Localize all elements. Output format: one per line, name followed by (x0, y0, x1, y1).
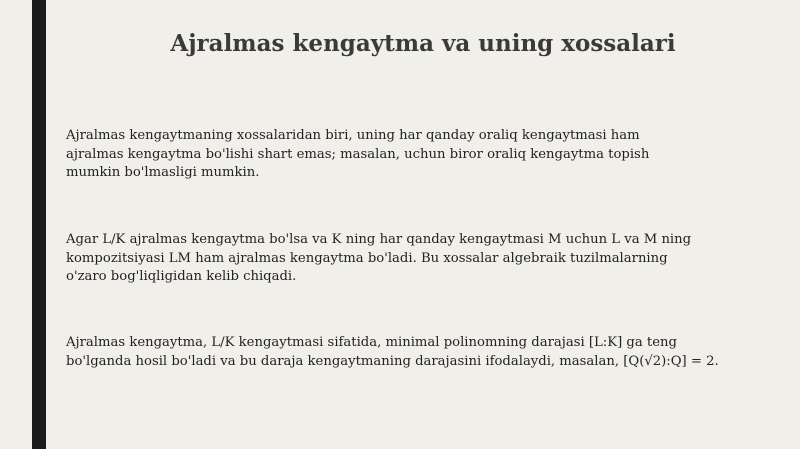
paragraph-2: Agar L/K ajralmas kengaytma bo'lsa va K ning har qanday kengaytmasi M uchun L va M ning kompozitsiyasi LM ham ajralmas kengaytma bo'ladi. Bu xossalar algebraik tuzilmalarning o'zaro bog'liqligidan kelib chiqadi. (66, 232, 692, 284)
left-accent-bar (32, 0, 46, 449)
paragraph-1: Ajralmas kengaytmaning xossalaridan biri, uning har qanday oraliq kengaytmasi ham ajralmas kengaytma bo'lishi shart emas; masalan, uchun biror oraliq kengaytma topish mumkin bo'lmasligi mumkin. (66, 128, 650, 180)
slide-title: Ajralmas kengaytma va uning xossalari (170, 30, 676, 57)
paragraph-3: Ajralmas kengaytma, L/K kengaytmasi sifatida, minimal polinomning darajasi [L:K] ga teng bo'lganda hosil bo'ladi va bu daraja kengaytmaning darajasini ifodalaydi, masalan, [Q(√2):Q] = 2. (66, 335, 719, 369)
